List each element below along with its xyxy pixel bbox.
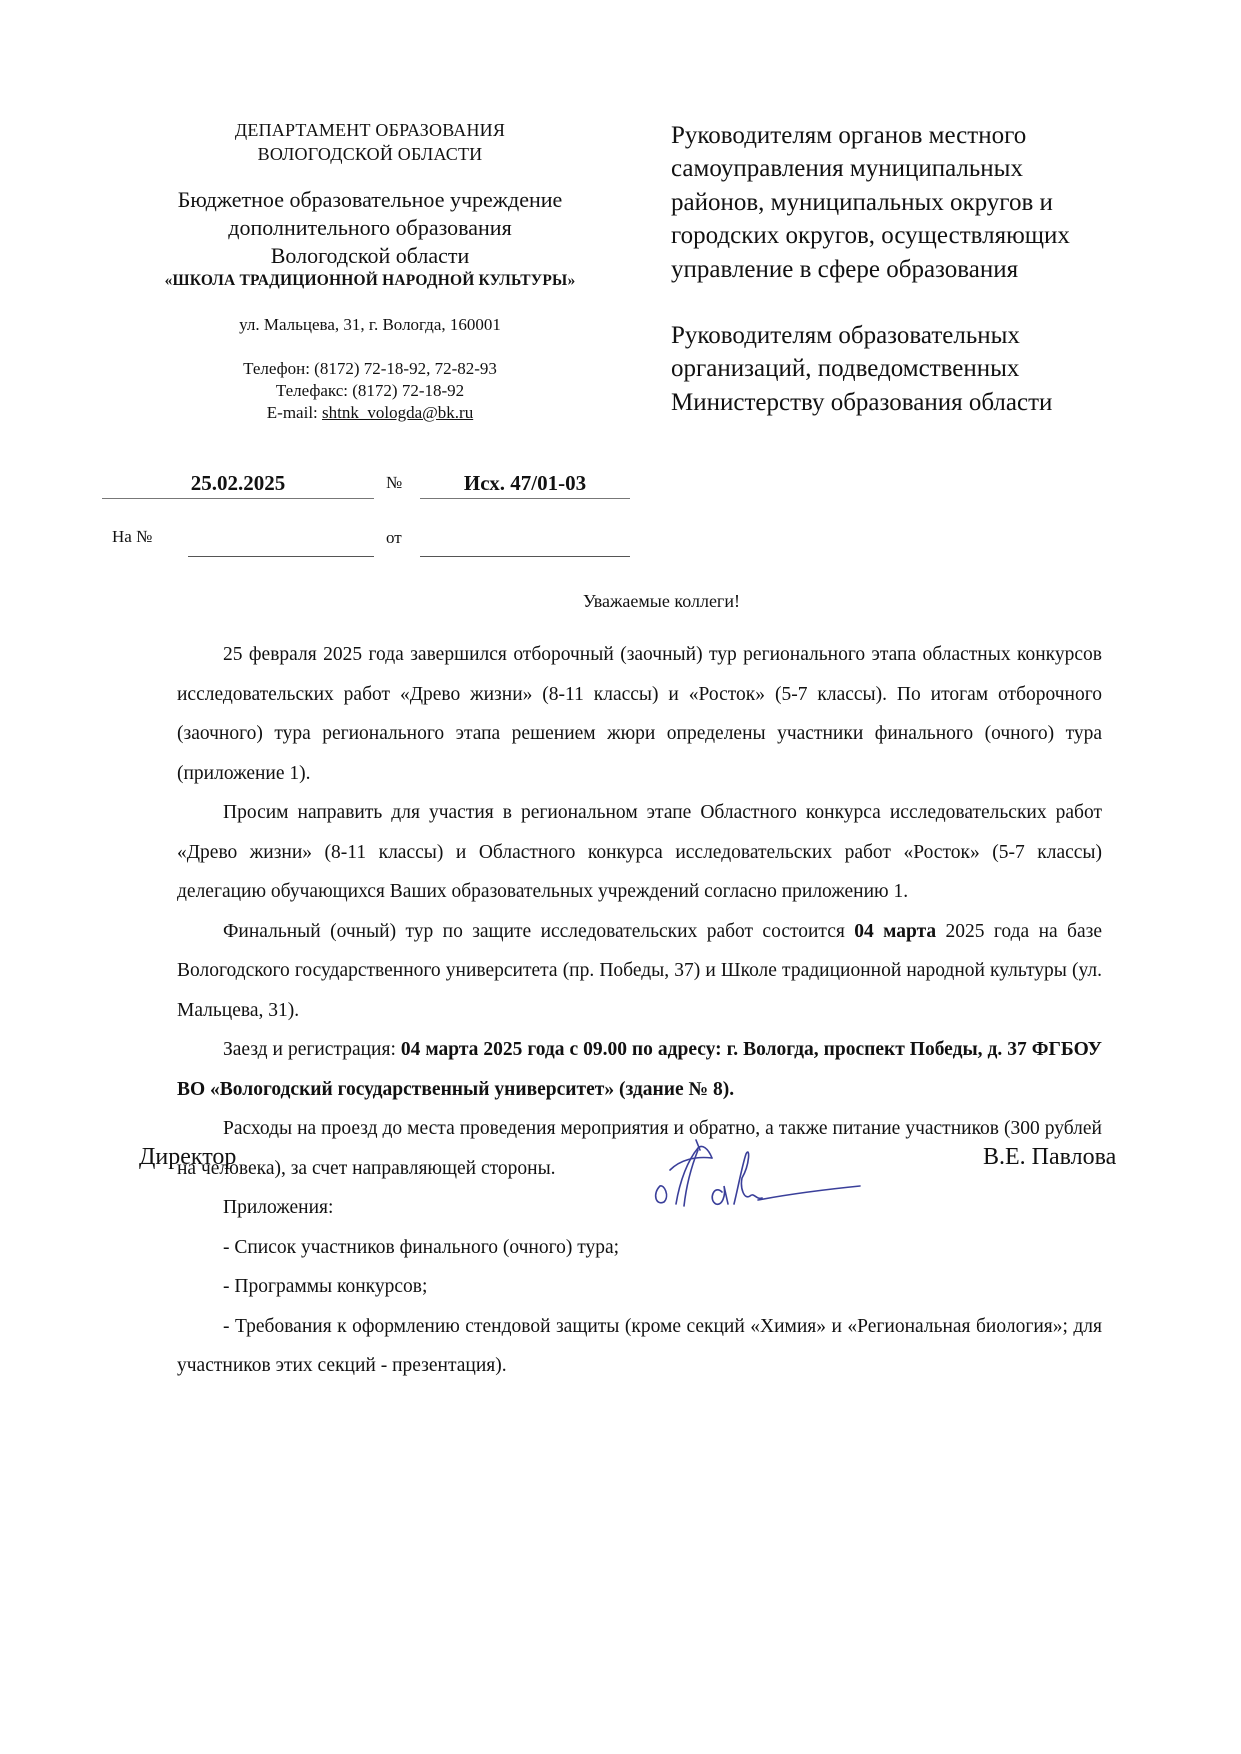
recipient-line: управление в сфере образования [671,255,1019,283]
recipient-block-1 [671,119,1191,286]
recipients [671,119,1191,419]
institution-line2: дополнительного образования [228,215,512,240]
document-date: 25.02.2025 [102,470,374,499]
institution-name: «ШКОЛА ТРАДИЦИОННОЙ НАРОДНОЙ КУЛЬТУРЫ» [164,272,576,289]
reference-number-field [188,556,374,557]
letter-body [177,635,1102,1386]
recipient-line: Министерству образования области [671,388,1053,416]
recipient-line: организаций, подведомственных [671,355,1020,383]
recipient-line: городских округов, осуществляющих [671,222,1070,250]
recipient-line: самоуправления муниципальных [671,155,1023,183]
paragraph-expenses: Расходы на проезд до места проведения мероприятия и обратно, а также питание участников (300 рублей на человека), за счет направляющей стороны. [177,1118,1102,1179]
email-label: E-mail: [266,403,323,422]
recipient-block-2 [671,319,1191,419]
signatory-name: В.Е. Павлова [983,1144,1117,1170]
email-link[interactable]: shtnk_vologda@bk.ru [322,403,474,422]
attachments-title: Приложения: [223,1197,334,1218]
paragraph-final-round: Финальный (очный) тур по защите исследовательских работ состоится 04 марта 2025 года на базе Вологодского государственного университета (пр. Победы, 37) и Школе традиционной народной культуры (ул. Мальцева, 31). [177,920,1102,1021]
signatory-title: Директор [139,1144,237,1170]
contacts [100,358,640,424]
reference-number-label: На № [112,527,153,546]
paragraph-request: Просим направить для участия в региональном этапе Областного конкурса исследовательских работ «Древо жизни» (8-11 классы) и Областного конкурса исследовательских работ «Росток» (5-7 классы) делегацию обучающихся Ваших образовательных учреждений согласно приложению 1. [177,802,1102,902]
number-sign: № [386,473,403,492]
letterhead [100,118,640,424]
greeting: Уважаемые коллеги! [583,591,740,611]
attachment-item: - Программы конкурсов; [223,1276,428,1297]
reference-date-label: от [386,528,402,547]
fax: Телефакс: (8172) 72-18-92 [275,381,465,400]
final-date: 04 марта [854,920,937,942]
document-number: Исх. 47/01-03 [420,470,630,499]
handwritten-signature-icon [650,1130,870,1210]
phone: Телефон: (8172) 72-18-92, 72-82-93 [243,359,497,378]
recipient-line: районов, муниципальных округов и [671,188,1053,216]
recipient-line: Руководителям органов местного [671,122,1027,149]
institution-line1: Бюджетное образовательное учреждение [177,187,563,212]
reference-date-field [420,556,630,557]
department-name-line2: ВОЛОГОДСКОЙ ОБЛАСТИ [257,144,483,164]
email-row [100,402,640,424]
recipient-line: Руководителям образовательных [671,322,1020,350]
registration-details: 04 марта 2025 года с 09.00 по адресу: г. Вологда, проспект Победы, д. 37 ФГБОУ ВО «Вологодский государственный университет» (здание № 8). [177,1039,1102,1100]
attachment-item: - Список участников финального (очного) тура; [223,1236,620,1258]
paragraph-registration: Заезд и регистрация: 04 марта 2025 года с 09.00 по адресу: г. Вологда, проспект Победы, д. 37 ФГБОУ ВО «Вологодский государственный университет» (здание № 8). [177,1039,1102,1100]
department-name-line1: ДЕПАРТАМЕНТ ОБРАЗОВАНИЯ [234,120,506,140]
attachment-item: - Требования к оформлению стендовой защиты (кроме секций «Химия» и «Региональная биология»; для участников этих секций - презентация). [177,1315,1102,1376]
institution-type [100,186,640,270]
address: ул. Мальцева, 31, г. Вологда, 160001 [239,315,501,334]
institution-line3: Вологодской области [270,243,470,268]
paragraph-results: 25 февраля 2025 года завершился отборочный (заочный) тур регионального этапа областных конкурсов исследовательских работ «Древо жизни» (8-11 классы) и «Росток» (5-7 классы). По итогам отборочного (заочного) тура регионального этапа решением жюри определены участники финального (очного) тура (приложение 1). [177,644,1102,784]
